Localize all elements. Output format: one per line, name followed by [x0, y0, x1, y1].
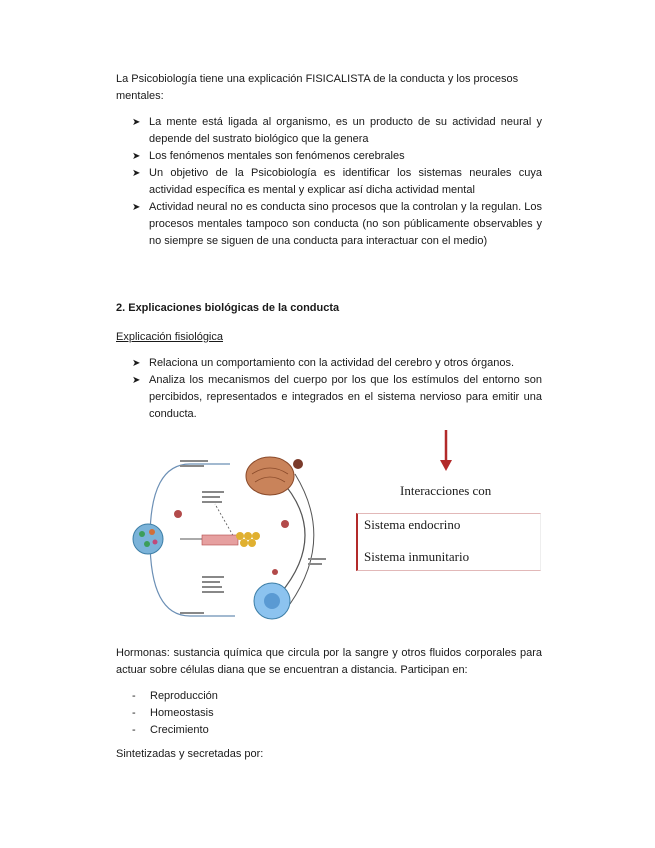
interaction-item: Sistema inmunitario: [364, 549, 470, 564]
diagram-illustration: [120, 444, 335, 634]
arrow-bullet-icon: ➤: [132, 202, 141, 213]
bullet-text: Relaciona un comportamiento con la actividad del cerebro y otros órganos.: [149, 357, 515, 369]
arrow-bullet-icon: ➤: [132, 168, 141, 179]
list-text: Crecimiento: [150, 724, 209, 736]
arrow-bullet-icon: ➤: [132, 151, 141, 162]
arrow-bullet-icon: ➤: [132, 117, 141, 128]
down-arrow-icon: [439, 430, 453, 472]
bullet-text: Un objetivo de la Psicobiología es identificar los sistemas neurales cuya actividad específica es mental y explicar así dicha actividad mental: [149, 167, 542, 196]
neuroendocrine-immune-diagram: [120, 444, 335, 634]
list-item: [132, 148, 542, 165]
list-item: [132, 165, 542, 199]
dash-marker: -: [132, 724, 136, 736]
bullet-text: Los fenómenos mentales son fenómenos cerebrales: [149, 150, 405, 162]
list-item: [132, 688, 218, 705]
list-item: [132, 199, 542, 250]
section-heading: 2. Explicaciones biológicas de la conducta: [116, 302, 340, 314]
list-item: [132, 705, 214, 722]
hormonas-paragraph: Hormonas: sustancia química que circula por la sangre y otros fluidos corporales para actuar sobre células diana que se encuentran a distancia. Participan en:: [116, 647, 542, 676]
list-item: [132, 722, 209, 739]
bullet-text: Actividad neural no es conducta sino procesos que la controlan y la regulan. Los procesos mentales tampoco son conducta (no son públicamente observables y no siempre se siguen de una conducta para interactuar con el medio): [149, 201, 542, 247]
bullet-text: La mente está ligada al organismo, es un producto de su actividad neural y depende del sustrato biológico que la genera: [149, 116, 542, 145]
interactions-title: Interacciones con: [400, 483, 492, 498]
dash-marker: -: [132, 690, 136, 702]
list-text: Homeostasis: [150, 707, 214, 719]
bullet-text: Analiza los mecanismos del cuerpo por los que los estímulos del entorno son percibidos, representados e integrados en el sistema nervioso para emitir una conducta.: [149, 374, 542, 420]
interaction-item: Sistema endocrino: [364, 517, 461, 532]
arrow-bullet-icon: ➤: [132, 358, 141, 369]
subsection-heading: Explicación fisiológica: [116, 331, 223, 343]
closing-text: Sintetizadas y secretadas por:: [116, 748, 264, 760]
dash-marker: -: [132, 707, 136, 719]
arrow-bullet-icon: ➤: [132, 375, 141, 386]
list-item: [132, 355, 542, 372]
list-item: [132, 372, 542, 423]
list-item: [132, 114, 542, 148]
list-text: Reproducción: [150, 690, 218, 702]
intro-paragraph: La Psicobiología tiene una explicación FISICALISTA de la conducta y los procesos mentales:: [116, 73, 519, 102]
